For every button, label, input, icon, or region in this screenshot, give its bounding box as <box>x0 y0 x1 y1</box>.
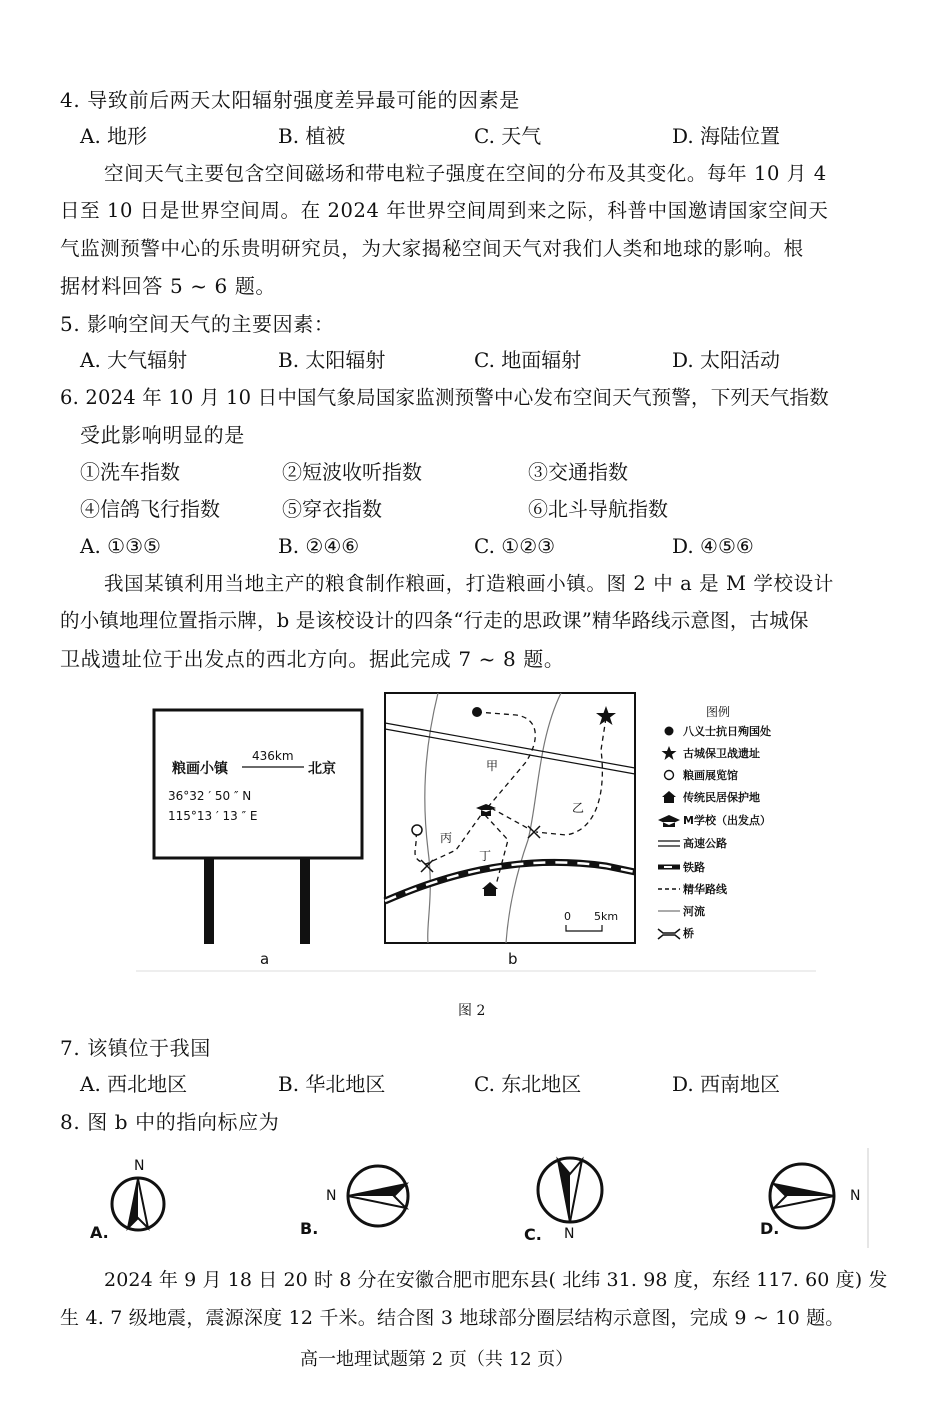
legend-star-icon <box>662 746 677 760</box>
compass-b-n: N <box>326 1188 337 1204</box>
sign-town: 粮画小镇 <box>172 761 228 777</box>
legend-martyrs: 八义士抗日殉国处 <box>683 725 771 738</box>
sign-board <box>154 710 362 858</box>
grain-painting-hall-marker <box>412 825 422 835</box>
legend-bridge-icon <box>658 929 680 939</box>
sign-lat: 36°32 ′ 50 ″ N <box>168 789 252 803</box>
q6-option-b: B. ②④⑥ <box>278 534 360 558</box>
passage1-line: 据材料回答 5 ~ 6 题。 <box>60 274 277 298</box>
q6-item-2: ②短波收听指数 <box>282 460 422 484</box>
legend-river: 河流 <box>683 905 705 918</box>
legend-railway: 铁路 <box>683 861 705 874</box>
scale-km: 5km <box>594 910 619 923</box>
legend-hall: 粮画展览馆 <box>683 769 738 782</box>
q4-option-d: D. 海陆位置 <box>672 124 781 148</box>
q8-compass-options <box>80 1148 880 1248</box>
passage2-line: 我国某镇利用当地主产的粮食制作粮画，打造粮画小镇。图 2 中 a 是 M 学校设计 <box>104 572 834 595</box>
legend-dwelling: 传统民居保护地 <box>683 791 760 804</box>
q7-option-c: C. 东北地区 <box>474 1072 582 1096</box>
q7-stem: 7. 该镇位于我国 <box>60 1036 211 1060</box>
route-label-jia: 甲 <box>486 759 499 773</box>
sign-lon: 115°13 ′ 13 ″ E <box>168 809 258 823</box>
q6-item-5: ⑤穿衣指数 <box>282 497 382 521</box>
passage3-line: 2024 年 9 月 18 日 20 时 8 分在安徽合肥市肥东县( 北纬 31. 98 度，东经 117. 60 度) 发 <box>104 1269 888 1291</box>
compass-c-label: C. <box>524 1225 542 1244</box>
passage3-line: 生 4. 7 级地震，震源深度 12 千米。结合图 3 地球部分圈层结构示意图，完成 9 ~ 10 题。 <box>60 1307 845 1329</box>
compass-b <box>300 1166 408 1238</box>
q6-option-d: D. ④⑤⑥ <box>672 534 754 558</box>
compass-a-label: A. <box>90 1223 109 1242</box>
legend-bridge: 桥 <box>683 927 694 940</box>
q5-option-d: D. 太阳活动 <box>672 348 781 372</box>
q5-option-c: C. 地面辐射 <box>474 348 582 372</box>
compass-d-n: N <box>850 1188 861 1204</box>
passage1-line: 气监测预警中心的乐贵明研究员，为大家揭秘空间天气对我们人类和地球的影响。根 <box>60 237 804 260</box>
route-label-ding: 丁 <box>479 849 492 863</box>
q4-option-c: C. 天气 <box>474 124 542 148</box>
page-footer: 高一地理试题第 2 页（共 12 页） <box>300 1349 574 1370</box>
q6-option-a: A. ①③⑤ <box>80 534 161 558</box>
q6-stem: 6. 2024 年 10 月 10 日中国气象局国家监测预警中心发布空间天气预警，下列天气指数 <box>60 386 829 409</box>
q6-stem-cont: 受此影响明显的是 <box>80 423 245 447</box>
q5-option-a: A. 大气辐射 <box>80 348 188 372</box>
q5-stem: 5. 影响空间天气的主要因素： <box>60 312 335 336</box>
route-label-bing: 丙 <box>440 831 453 845</box>
legend-title: 图例 <box>706 705 731 719</box>
passage2-line: 的小镇地理位置指示牌，b 是该校设计的四条“行走的思政课”精华路线示意图，古城保 <box>60 609 809 632</box>
sign-post-left <box>204 858 214 944</box>
q6-item-4: ④信鸽飞行指数 <box>80 497 220 521</box>
legend-school: M学校（出发点） <box>683 814 771 827</box>
q4-option-b: B. 植被 <box>278 124 346 148</box>
q7-option-a: A. 西北地区 <box>80 1072 188 1096</box>
sign-distance: 436km <box>252 749 294 763</box>
legend-route: 精华路线 <box>683 883 727 896</box>
q4-option-a: A. 地形 <box>80 124 148 148</box>
q4-stem: 4. 导致前后两天太阳辐射强度差异最可能的因素是 <box>60 88 520 112</box>
sign-city: 北京 <box>308 761 336 777</box>
legend-martyrs-icon <box>665 727 674 736</box>
compass-a <box>90 1158 164 1242</box>
scale-zero: 0 <box>564 910 571 923</box>
compass-d <box>760 1164 860 1238</box>
legend-school-icon <box>658 815 680 827</box>
passage1-line: 日至 10 日是世界空间周。在 2024 年世界空间周到来之际，科普中国邀请国家空间天 <box>60 199 829 222</box>
q6-option-c: C. ①②③ <box>474 534 556 558</box>
legend-battle-site: 古城保卫战遗址 <box>683 747 760 760</box>
passage2-line: 卫战遗址位于出发点的西北方向。据此完成 7 ~ 8 题。 <box>60 647 565 671</box>
compass-c-n: N <box>564 1226 575 1242</box>
compass-c <box>524 1158 602 1244</box>
sign-post-right <box>300 858 310 944</box>
legend-dwelling-icon <box>662 791 676 803</box>
q6-item-1: ①洗车指数 <box>80 460 180 484</box>
compass-a-n: N <box>134 1158 145 1174</box>
q6-item-3: ③交通指数 <box>528 460 628 484</box>
legend-highway: 高速公路 <box>683 837 727 850</box>
route-label-yi: 乙 <box>572 801 585 815</box>
figure-2 <box>136 690 816 975</box>
legend-hall-icon <box>665 771 674 780</box>
q6-item-6: ⑥北斗导航指数 <box>528 497 668 521</box>
figure-2-caption: 图 2 <box>458 1003 486 1019</box>
q7-option-d: D. 西南地区 <box>672 1072 781 1096</box>
q7-option-b: B. 华北地区 <box>278 1072 386 1096</box>
compass-d-label: D. <box>760 1219 780 1238</box>
q5-option-b: B. 太阳辐射 <box>278 348 386 372</box>
subfigure-a-label: a <box>260 950 270 968</box>
compass-b-label: B. <box>300 1219 319 1238</box>
martyrs-memorial-marker <box>472 707 482 717</box>
passage1-line: 空间天气主要包含空间磁场和带电粒子强度在空间的分布及其变化。每年 10 月 4 <box>104 162 827 185</box>
q8-stem: 8. 图 b 中的指向标应为 <box>60 1110 280 1134</box>
subfigure-b-label: b <box>508 950 518 968</box>
